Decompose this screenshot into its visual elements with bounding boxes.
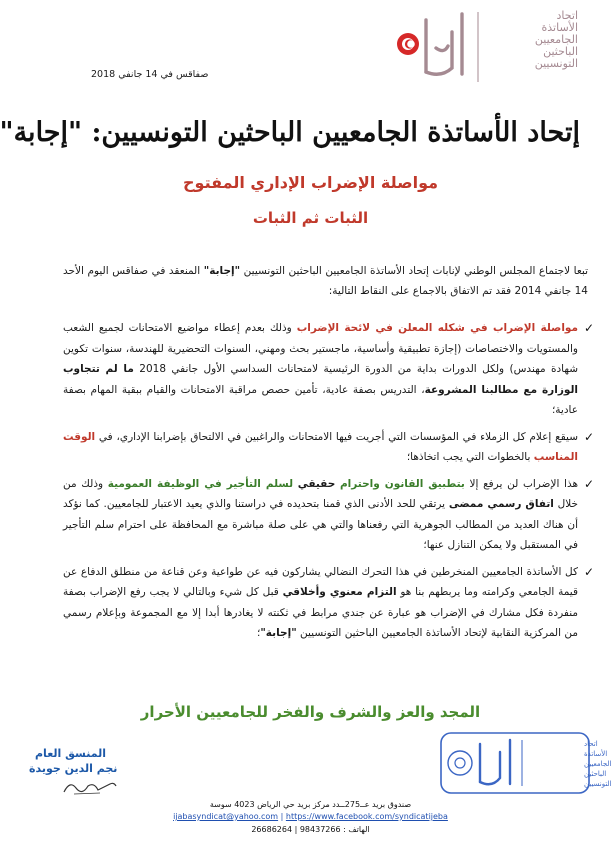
logo-line-3: الجامعيين [534, 33, 578, 46]
checkmark-icon: ✓ [583, 476, 594, 491]
item3-green-1: بتطبيق القانون واحترام [339, 477, 465, 490]
checkmark-icon: ✓ [583, 321, 594, 335]
footer-web-link[interactable]: https://www.facebook.com/syndicatijeba [285, 812, 448, 821]
svg-text:الباحثين: الباحثين [584, 770, 607, 778]
logo-line-1: اتحاد [556, 9, 578, 22]
item2-text-2: بالخطوات التي يجب اتخاذها؛ [406, 451, 534, 463]
logo-line-5: التونسيين [534, 57, 578, 70]
logo-line-2: الأساتذة [541, 21, 578, 34]
item3-green-2: لسلم التأجير في الوظيفة العمومية [107, 477, 294, 490]
footer-phone [5, 825, 616, 834]
svg-text:التونسيين: التونسيين [584, 780, 612, 788]
item3-text-3: يرتقي للحد الأدنى الذي قمنا بتحديده في دراستنا والذي يعيد الاعتبار للجامعيين. كما نؤكد أن هناك العديد من المطالب الجوهرية التي رفعناها والتي هي على صلة مباشرة مع المحافظة على احترام سلم التأجير في المستقبل ولا يمكن التنازل عنها؛ [63, 498, 578, 551]
stamp-icon [440, 732, 612, 794]
footer-contacts [5, 812, 616, 821]
list-item [63, 318, 592, 421]
footer-separator: | [278, 812, 286, 821]
checkmark-icon: ✓ [583, 429, 594, 444]
page-title: إتحاد الأساتذة الجامعيين الباحثين التونسيين: "إجابة" [0, 117, 580, 148]
item3-bold-2: اتفاق رسمي ممضى [448, 498, 554, 510]
intro-paragraph [63, 261, 588, 301]
footer-phone-label: الهاتف : [340, 825, 370, 834]
svg-text:اتحاد: اتحاد [584, 740, 598, 748]
item2-highlight: الوقت المناسب [63, 430, 578, 463]
document-date: صفاقس في 14 جانفي 2018 [91, 69, 209, 80]
list-item [63, 474, 592, 556]
intro-org-name: "إجابة" [203, 265, 241, 277]
item4-text-2: قبل كل شيء وبالتالي لا يجب رفع الإضراب بصفة منفردة فكل مشارك في الإضراب هو عبارة عن جندي مرابط في ثكنته لا يغادرها أبدا إلا مع المجموعة وبإعلام رسمي من المركزية النقابية لإتحاد الأساتذة الجامعيين الباحثين التونسيين [63, 586, 578, 639]
item1-text-1: وذلك بعدم إعطاء مواضيع الامتحانات لجميع الشعب والمستويات والاختصاصات (إجازة تطبيقية وأساسية، ماجستير بحث ومهني، السنوات التحضيرية للهندسة، سنوات تكوين شهادة مهندس) ولكل الدورات بداية من الدورة الرئيسية لامتحانات السداسي الأول جانفي 2018 [63, 322, 578, 375]
subtitle-strike: مواصلة الإضراب الإداري المفتوح [183, 173, 438, 192]
union-logo [396, 8, 578, 86]
item3-bold-1: حقيقي [297, 477, 336, 490]
decision-list [63, 318, 592, 650]
footer-email-link[interactable]: ijabasyndicat@yahoo.com [173, 812, 279, 821]
svg-text:الأساتذة: الأساتذة [584, 750, 608, 758]
subtitle-slogan: الثبات ثم الثبات [252, 209, 369, 227]
list-item [63, 427, 592, 468]
signature-icon [60, 776, 120, 798]
item4-bold-1: التزام معنوي وأخلاقي [282, 586, 397, 598]
item1-text-2: ، التدريس بصفة عادية، تأمين حصص مراقبة الامتحانات والقيام ببقية المهام بصفة عادية؛ [63, 383, 578, 416]
svg-text:الجامعيين: الجامعيين [584, 760, 612, 768]
official-stamp [440, 732, 612, 794]
intro-text-2: المنعقد في صفاقس اليوم الأحد 14 جانفي 2014 فقد تم الاتفاق بالاجماع على النقاط التالية: [63, 265, 588, 297]
item2-text-1: سيقع إعلام كل الزملاء في المؤسسات التي أجريت فيها الامتحانات والراغبين في الالتحاق بإضرابنا الإداري، في [95, 430, 578, 443]
coordinator-role: المنسق العام [35, 747, 107, 760]
item4-bold-2: "إجابة" [260, 627, 297, 639]
coordinator-name: نجم الدين جويدة [29, 762, 118, 775]
item4-text-3: ؛ [256, 627, 261, 639]
item3-text-1: هذا الإضراب لن يرفع إلا [464, 477, 578, 490]
item4-text-1: كل الأساتذة الجامعيين المنخرطين في هذا التحرك النضالي يشاركون فيه عن طواعية وعن قناعة من منطلق الدفاع عن قيمة الجامعي وكرامته وما يربطهم بنا هو [63, 565, 578, 598]
item1-bold: ما لم تتجاوب الوزارة مع مطالبنا المشروعة [63, 363, 578, 396]
item3-text-2: وذلك من خلال [63, 477, 578, 510]
list-item [63, 562, 592, 644]
closing-slogan: المجد والعز والشرف والفخر للجامعيين الأحرار [140, 703, 481, 721]
item1-highlight: مواصلة الإضراب في شكله المعلن في لائحة الإضراب [296, 322, 578, 334]
logo-line-4: الباحثين [543, 45, 578, 58]
footer-address: صندوق بريد عــ275ــدد مركز بريد حي الرياض 4023 سوسة [209, 800, 412, 809]
footer-phone-number: 98437266 | 26686264 [251, 825, 341, 834]
intro-text-1: تبعا لاجتماع المجلس الوطني لإنابات إتحاد الأساتذة الجامعيين الباحثين التونسيين [240, 265, 588, 277]
checkmark-icon: ✓ [583, 564, 594, 579]
